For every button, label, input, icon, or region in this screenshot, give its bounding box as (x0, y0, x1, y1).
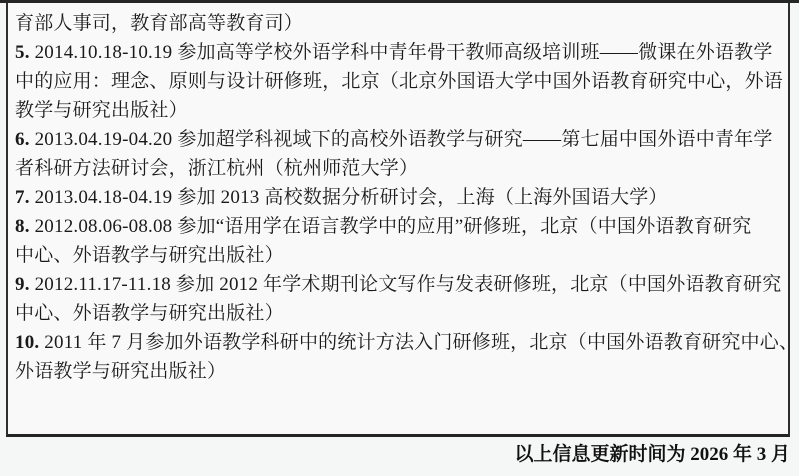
document-line: 育部人事司，教育部高等教育司） (15, 13, 304, 34)
document-line: 外语教学与研究出版社） (15, 361, 227, 382)
document-line: 9. 2012.11.17-11.18 参加 2012 年学术期刊论文写作与发表研修班，北京（中国外语教育研究 (15, 274, 782, 295)
document-line: 5. 2014.10.18-10.19 参加高等学校外语学科中青年骨干教师高级培训班——微课在外语教学 (15, 42, 773, 63)
item-number: 9. (15, 274, 30, 295)
document-line: 中心、外语教学与研究出版社） (15, 245, 284, 266)
item-number: 8. (15, 216, 30, 237)
document-line: 中心、外语教学与研究出版社） (15, 303, 284, 324)
document-line: 6. 2013.04.19-04.20 参加超学科视域下的高校外语教学与研究——第七届中国外语中青年学 (15, 129, 773, 150)
training-list (8, 3, 799, 386)
document-line: 7. 2013.04.18-04.19 参加 2013 高校数据分析研讨会，上海（上海外国语大学） (15, 187, 668, 208)
document-line: 8. 2012.08.06-08.08 参加“语用学在语言教学中的应用”研修班，北京（中国外语教育研究 (15, 216, 752, 237)
update-time-note: 以上信息更新时间为 2026 年 3 月 (514, 444, 790, 465)
document-line: 中的应用：理念、原则与设计研修班，北京（北京外国语大学中国外语教育研究中心，外语 (15, 71, 784, 92)
item-number: 6. (15, 129, 30, 150)
item-number: 10. (15, 332, 40, 353)
item-number: 5. (15, 42, 30, 63)
document-line: 教学与研究出版社） (15, 100, 188, 121)
content-cell (6, 3, 799, 437)
item-number: 7. (15, 187, 30, 208)
document-line: 10. 2011 年 7 月参加外语教学科研中的统计方法入门研修班，北京（中国外语教育研究中心、 (15, 332, 799, 353)
document-line: 者科研方法研讨会，浙江杭州（杭州师范大学） (15, 158, 419, 179)
